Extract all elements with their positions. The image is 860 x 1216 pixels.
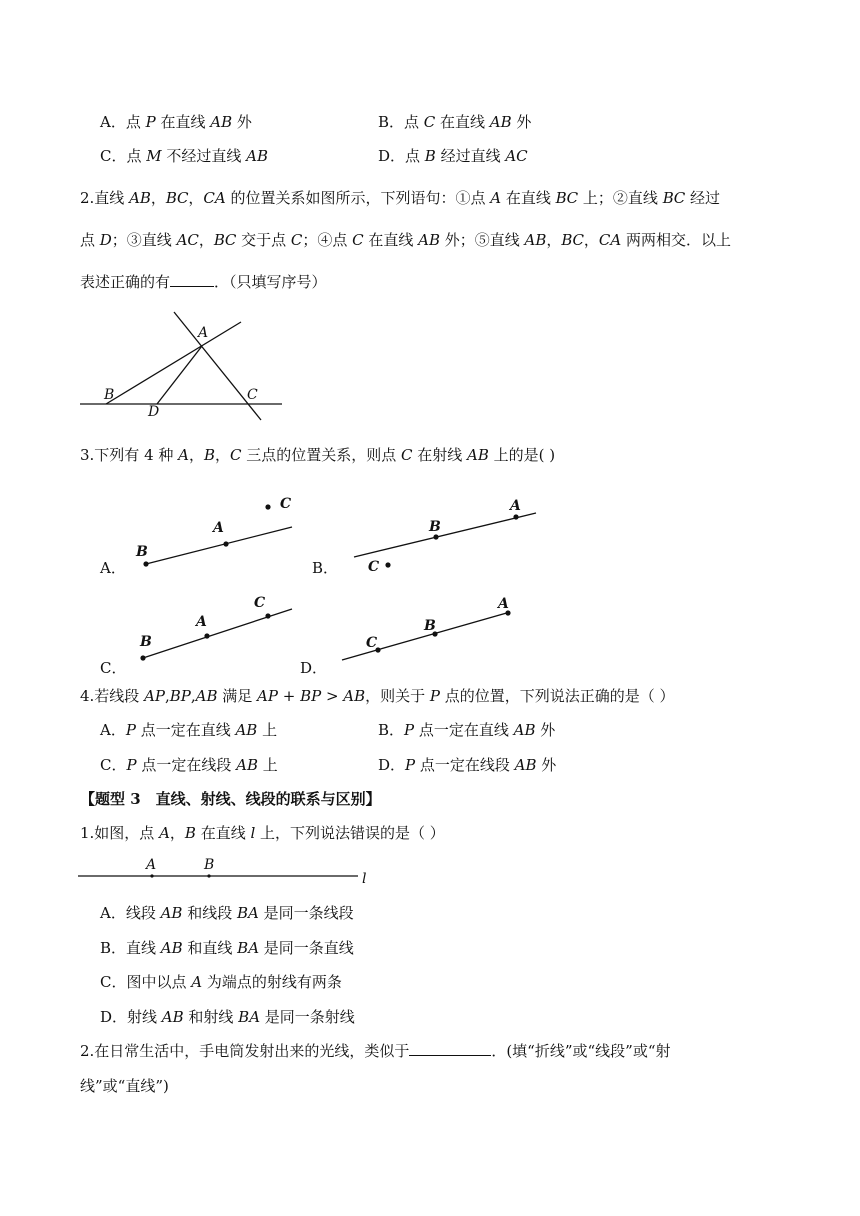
- q3b-label-b: B: [429, 519, 441, 535]
- s3q2-line1-post: ．(填“折线”或“线段”或“射: [491, 1042, 671, 1060]
- q3-option-c-label: C．: [100, 659, 127, 677]
- s3q2-line1-pre: 2.在日常生活中，手电筒发射出来的光线，类似于: [80, 1042, 410, 1060]
- q3b-point-b: [433, 534, 438, 539]
- q3-stem: 3.下列有 4 种 𝐴，𝐵，𝐶 三点的位置关系，则点 𝐶 在射线 𝐴𝐵 上的是( ): [80, 446, 556, 464]
- q3-figure-b: [350, 495, 540, 580]
- q1-option-b: B．点 𝐶 在直线 𝐴𝐵 外: [378, 113, 532, 131]
- s3q1-option-c: C．图中以点 𝐴 为端点的射线有两条: [100, 973, 342, 991]
- q3a-point-c: [265, 504, 270, 509]
- q1-option-a: A．点 𝑃 在直线 𝐴𝐵 外: [100, 113, 252, 131]
- s3q1-stem: 1.如图，点 𝐴，𝐵 在直线 𝑙 上，下列说法错误的是（ ）: [80, 824, 445, 842]
- q3c-label-c: C: [254, 595, 266, 611]
- q3-figure-a: [130, 490, 300, 575]
- section-title: 【题型 3 直线、射线、线段的联系与区别】: [80, 790, 381, 808]
- s3q2-line1: [80, 1041, 671, 1061]
- q3a-point-a: [223, 541, 228, 546]
- q2-answer-blank[interactable]: [170, 272, 214, 287]
- s3q1-point-b: [207, 874, 210, 877]
- q2-stem-line1: 2.直线 𝐴𝐵，𝐵𝐶，𝐶𝐴 的位置关系如图所示，下列语句：①点 𝐴 在直线 𝐵𝐶 上；②直线 𝐵𝐶 经过: [80, 189, 720, 207]
- q2-stem-line3: [80, 272, 327, 292]
- q2-label-c: C: [247, 387, 258, 403]
- q3d-label-b: B: [424, 618, 436, 634]
- s3q1-label-l: l: [362, 871, 367, 887]
- s3q1-option-d: D．射线 𝐴𝐵 和射线 𝐵𝐴 是同一条射线: [100, 1008, 355, 1026]
- q3a-point-b: [143, 561, 148, 566]
- q3c-point-a: [204, 633, 209, 638]
- q1-option-c: C．点 𝑀 不经过直线 𝐴𝐵: [100, 147, 268, 165]
- s3q1-option-b: B．直线 𝐴𝐵 和直线 𝐵𝐴 是同一条直线: [100, 939, 354, 957]
- q2-stem-line2: 点 𝐷；③直线 𝐴𝐶，𝐵𝐶 交于点 𝐶；④点 𝐶 在直线 𝐴𝐵 外；⑤直线 𝐴𝐵，𝐵𝐶，𝐶𝐴 两两相交．以上: [80, 231, 731, 249]
- q4-option-a: A．𝑃 点一定在直线 𝐴𝐵 上: [100, 721, 278, 739]
- q4-stem: 4.若线段 𝐴𝑃,𝐵𝑃,𝐴𝐵 满足 𝐴𝑃 + 𝐵𝑃 > 𝐴𝐵，则关于 𝑃 点的位置，下列说法正确的是（ ）: [80, 687, 675, 705]
- q3c-point-b: [140, 655, 145, 660]
- q3d-label-a: A: [498, 596, 509, 612]
- q3-option-b-label: B．: [312, 559, 339, 577]
- q3-figure-d: [338, 590, 528, 670]
- q3b-point-a: [513, 514, 518, 519]
- s3q2-line2: 线”或“直线”): [80, 1077, 169, 1095]
- q2-stem-line3-post: ．（只填写序号）: [214, 273, 327, 291]
- q2-label-d: D: [148, 404, 160, 420]
- q4-option-b: B．𝑃 点一定在直线 𝐴𝐵 外: [378, 721, 556, 739]
- q3-option-d-label: D．: [300, 659, 328, 677]
- q2-stem-line3-pre: 表述正确的有: [80, 273, 171, 291]
- s3q1-figure: [76, 852, 376, 888]
- s3q1-point-a: [150, 874, 153, 877]
- q3c-label-b: B: [140, 634, 152, 650]
- q4-option-d: D．𝑃 点一定在线段 𝐴𝐵 外: [378, 756, 557, 774]
- q3b-label-c: C: [368, 559, 380, 575]
- q3-figure-c: [130, 590, 300, 670]
- q3-option-a-label: A．: [100, 559, 126, 577]
- q3a-label-a: A: [213, 520, 224, 536]
- q2-segment-ad: [157, 346, 202, 404]
- s3q1-option-a: A．线段 𝐴𝐵 和线段 𝐵𝐴 是同一条线段: [100, 904, 354, 922]
- s3q1-label-b: B: [204, 857, 215, 873]
- q2-label-b: B: [104, 387, 115, 403]
- q2-figure: [76, 304, 288, 424]
- q3c-point-c: [265, 613, 270, 618]
- q3a-label-c: C: [280, 496, 292, 512]
- s3q1-label-a: A: [146, 857, 157, 873]
- q3b-label-a: A: [510, 498, 521, 514]
- q3a-label-b: B: [136, 544, 148, 560]
- q3d-label-c: C: [366, 635, 378, 651]
- q3b-point-c: [385, 562, 390, 567]
- q1-option-d: D．点 𝐵 经过直线 𝐴𝐶: [378, 147, 528, 165]
- q2-line-ab: [106, 322, 241, 404]
- q3c-label-a: A: [196, 614, 207, 630]
- s3q2-answer-blank[interactable]: [409, 1041, 491, 1056]
- q4-option-c: C．𝑃 点一定在线段 𝐴𝐵 上: [100, 756, 278, 774]
- q2-label-a: A: [198, 325, 209, 341]
